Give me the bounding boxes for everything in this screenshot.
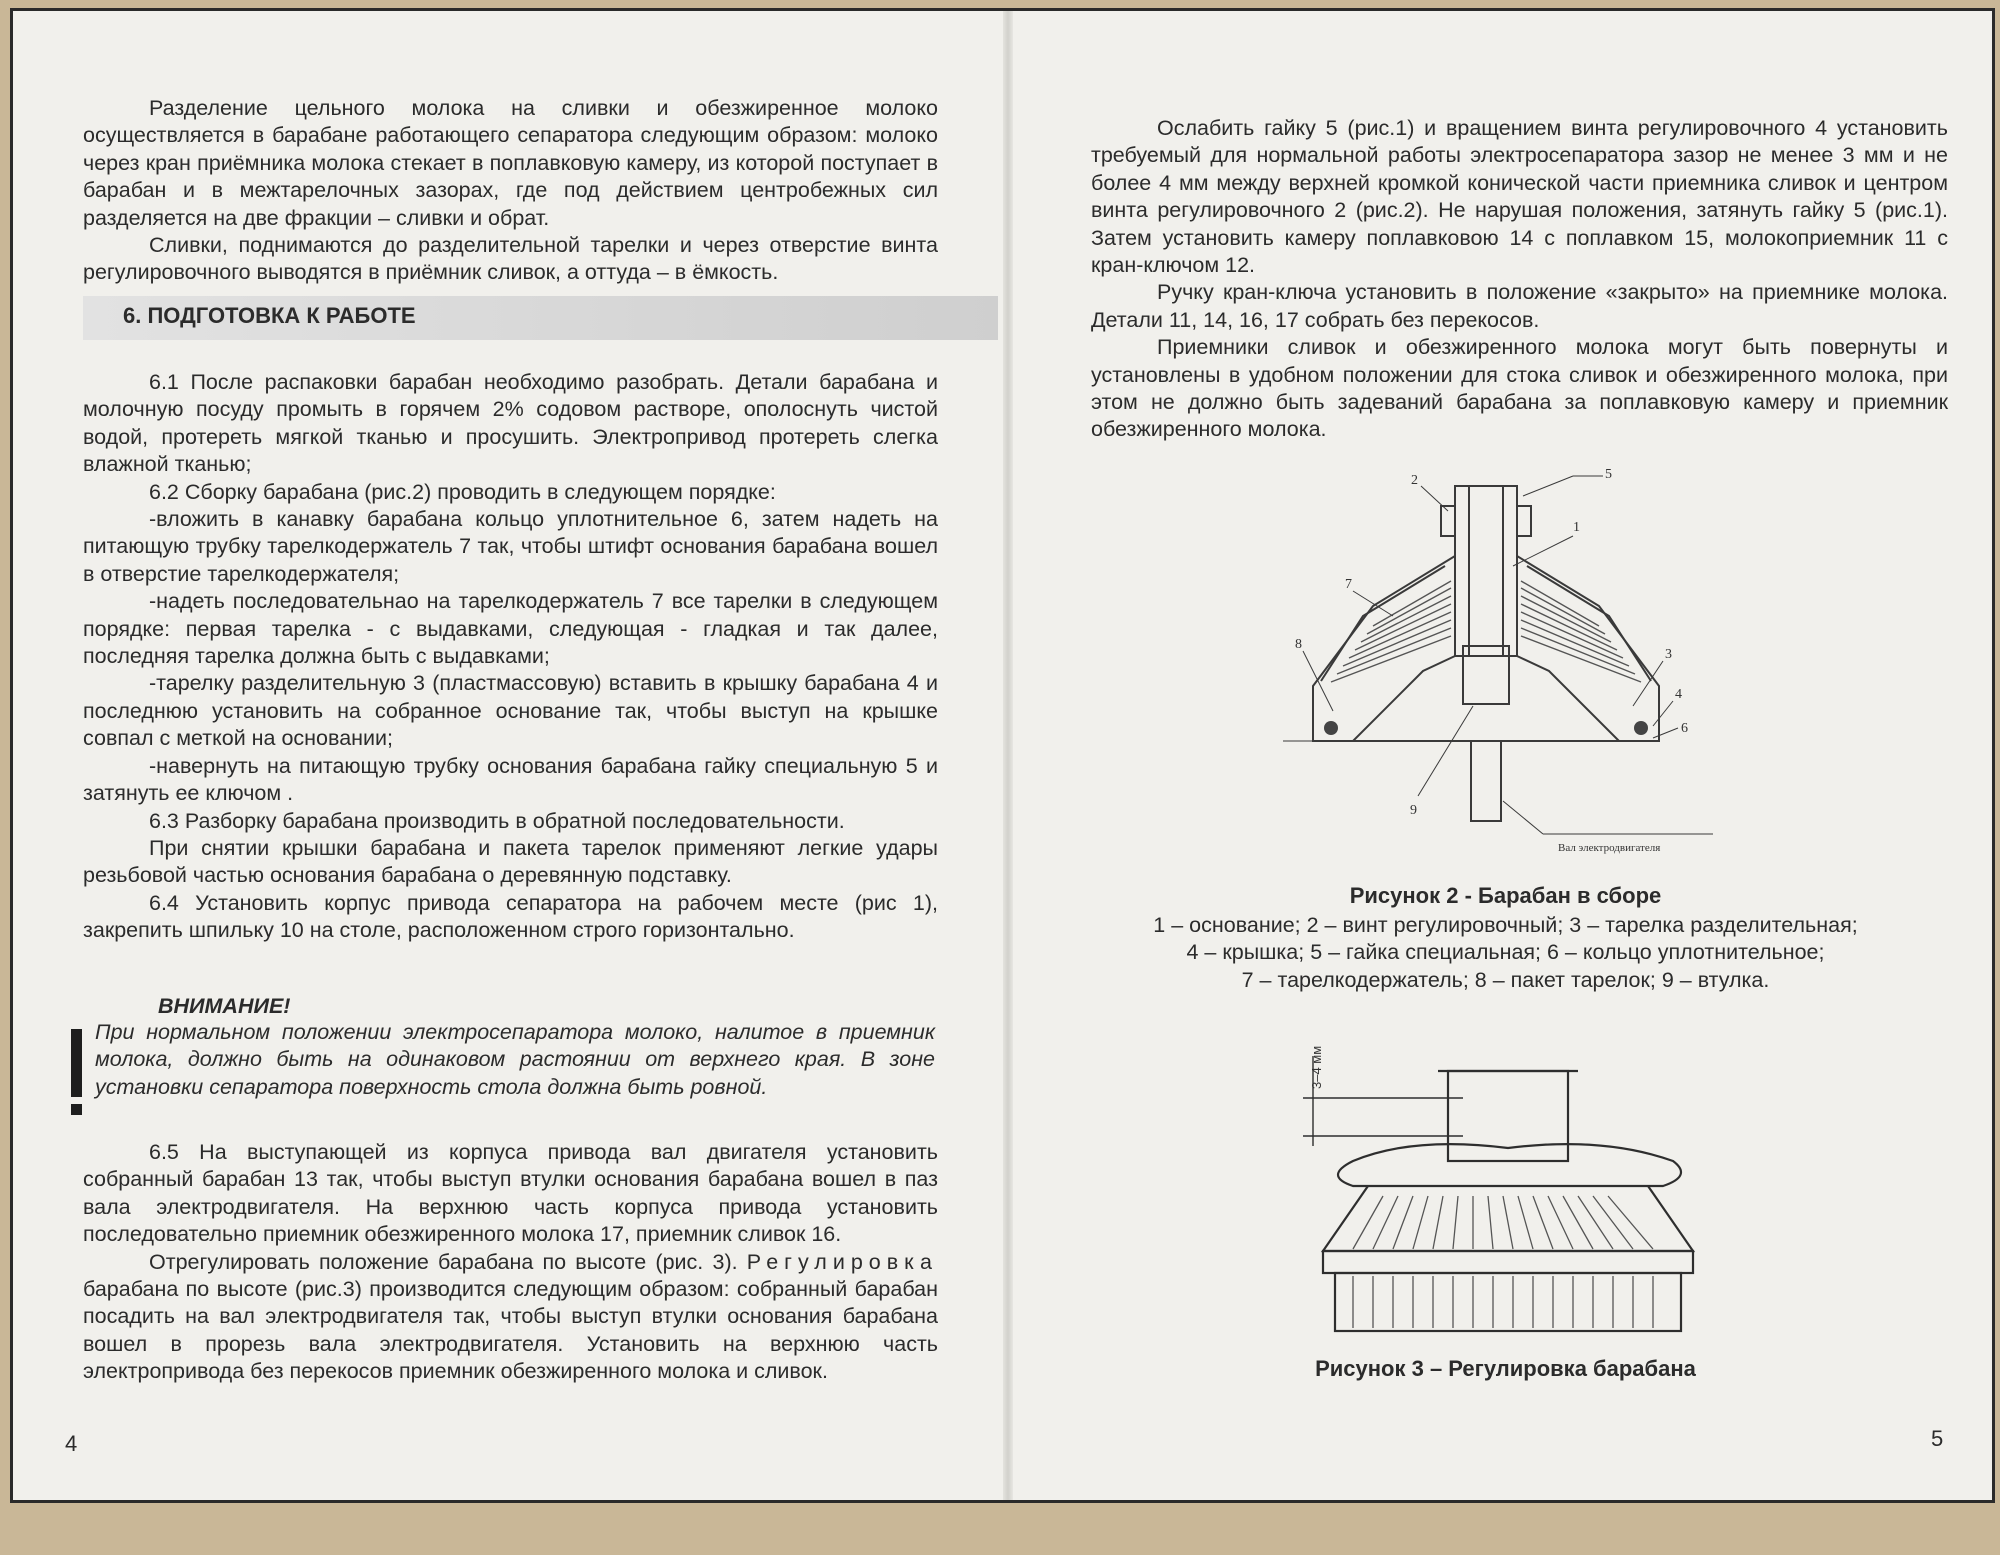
paragraph: -надеть последовательнао на тарелкодержатель 7 все тарелки в следующем порядке: первая тарелка - с выдавками, следующая - гладкая и так далее, последняя тарелка должна быть с выдавками;: [83, 589, 938, 669]
paragraph: При снятии крышки барабана и пакета тарелок применяют легкие удары резьбовой частью основания барабана о деревянную подставку.: [83, 835, 938, 888]
paragraph: 6.1 После распаковки барабан необходимо разобрать. Детали барабана и молочную посуду промыть в горячем 2% содовом растворе, ополоснуть чистой водой, протереть мягкой тканью и просушить. Электропривод протереть слегка влажной тканью;: [83, 370, 938, 477]
section-body-continued: [83, 1139, 938, 1386]
paragraph: 6.3 Разборку барабана производить в обратной последовательности.: [149, 808, 845, 833]
callout-5: 5: [1605, 467, 1612, 482]
right-page: [1013, 11, 1998, 1500]
paragraph-6-5: 6.5 На выступающей из корпуса привода вал двигателя установить собранный барабан 13 так, чтобы выступ втулки основания барабана вошел в паз вала электродвигателя. На верхнюю часть корпуса привода установить последовательно приемник обезжиренного молока 17, приемник сливок 16.: [83, 1140, 938, 1247]
callout-2: 2: [1411, 473, 1418, 488]
exclamation-icon: [71, 1029, 82, 1097]
adjust-rest: барабана по высоте (рис.3) производится следующим образом: собранный барабан посадить на вал электродвигателя так, чтобы выступ втулки основания барабана вошел в прорезь вала электродвигателя. Установить на верхнюю часть электропривода без перекосов приемник обезжиренного молока и сливок.: [83, 1277, 938, 1384]
intro-text: [83, 95, 938, 287]
paragraph: 6.2 Сборку барабана (рис.2) проводить в следующем порядке:: [149, 479, 776, 504]
legend-line: 7 – тарелкодержатель; 8 – пакет тарелок; 9 – втулка.: [1241, 967, 1770, 992]
shaft-label: Вал электродвигателя: [1558, 842, 1661, 854]
intro-paragraph: Сливки, поднимаются до разделительной тарелки и через отверстие винта регулировочного выводятся в приёмник сливок, а оттуда – в ёмкость.: [83, 233, 938, 285]
figure3-drum-drawing: [1293, 1036, 1733, 1356]
legend-line: 1 – основание; 2 – винт регулировочный; 3 – тарелка разделительная;: [1153, 913, 1858, 937]
paragraph: -тарелку разделительную 3 (пластмассовую) вставить в крышку барабана 4 и последнюю установить на собранное основание так, чтобы выступ на крышке совпал с меткой на основании;: [83, 671, 938, 751]
callout-7: 7: [1345, 577, 1352, 592]
right-text: [1091, 115, 1948, 444]
callout-9: 9: [1410, 803, 1417, 818]
figure3-caption: Рисунок 3 – Регулировка барабана: [1315, 1356, 1696, 1381]
paragraph: Ослабить гайку 5 (рис.1) и вращением винта регулировочного 4 установить требуемый для нормальной работы электросепаратора зазор не менее 3 мм и не более 4 мм между верхней кромкой конической части приемника сливок и центром винта регулировочного 2 (рис.2). Не нарушая положения, затянуть гайку 5 (рис.1). Затем установить камеру поплавковою 14 с поплавком 15, молокоприемник 11 с кран-ключом 12.: [1091, 116, 1948, 278]
figure2-drum-diagram: [1273, 466, 1743, 866]
callout-8: 8: [1295, 637, 1302, 652]
section-heading: 6. ПОДГОТОВКА К РАБОТЕ: [83, 296, 998, 340]
callout-4: 4: [1675, 687, 1682, 702]
paragraph: -навернуть на питающую трубку основания барабана гайку специальную 5 и затянуть ее ключом .: [83, 753, 938, 806]
figure2-caption: Рисунок 2 - Барабан в сборе: [1349, 883, 1662, 908]
figure2-legend: [1013, 912, 1998, 994]
page-number-right: 5: [1931, 1426, 1944, 1451]
booklet-spread: [10, 8, 1995, 1503]
paragraph: -вложить в канавку барабана кольцо уплотнительное 6, затем надеть на питающую трубку тарелкодержатель 7 так, чтобы штифт основания барабана вошел в отверстие тарелкодержателя;: [83, 507, 938, 586]
left-page: [13, 11, 1003, 1500]
intro-paragraph: Разделение цельного молока на сливки и обезжиренное молоко осуществляется в барабане работающего сепаратора следующим образом: молоко через кран приёмника молока стекает в поплавковую камеру, из которой поступает в барабан и в межтарелочных зазорах, где под действием центробежных сил разделяется на две фракции – сливки и обрат.: [83, 96, 938, 230]
callout-6: 6: [1681, 721, 1688, 736]
warning-title: ВНИМАНИЕ!: [158, 994, 291, 1018]
paragraph: Приемники сливок и обезжиренного молока могут быть повернуты и установлены в удобном положении для стока сливок и обезжиренного молока, при этом не должно быть задеваний барабана за поплавковую камеру и приемник обезжиренного молока.: [1091, 335, 1948, 442]
legend-line: 4 – крышка; 5 – гайка специальная; 6 – кольцо уплотнительное;: [1186, 940, 1825, 965]
callout-3: 3: [1665, 647, 1672, 662]
warning-text: При нормальном положении электросепаратора молоко, налитое в приемник молока, должно быть на одинаковом растоянии от верхнего края. В зоне установки сепаратора поверхность стола должна быть ровной.: [95, 1020, 935, 1099]
exclamation-dot: [71, 1104, 82, 1115]
page-number-left: 4: [65, 1431, 78, 1456]
adjust-intro: Отрегулировать положение барабана по высоте (рис. 3).: [149, 1249, 738, 1274]
adjust-spaced: Регулировка: [746, 1249, 938, 1274]
dimension-label: 3–4 мм: [1309, 1045, 1324, 1089]
adjust-paragraph: [83, 1249, 938, 1386]
page-fold: [1003, 11, 1013, 1500]
paragraph: 6.4 Установить корпус привода сепаратора на рабочем месте (рис 1), закрепить шпильку 10 на столе, расположенном строго горизонтально.: [83, 890, 938, 943]
section-body: [83, 369, 938, 945]
callout-1: 1: [1573, 520, 1580, 535]
paragraph: Ручку кран-ключа установить в положение «закрыто» на приемнике молока. Детали 11, 14, 16, 17 собрать без перекосов.: [1091, 280, 1948, 332]
